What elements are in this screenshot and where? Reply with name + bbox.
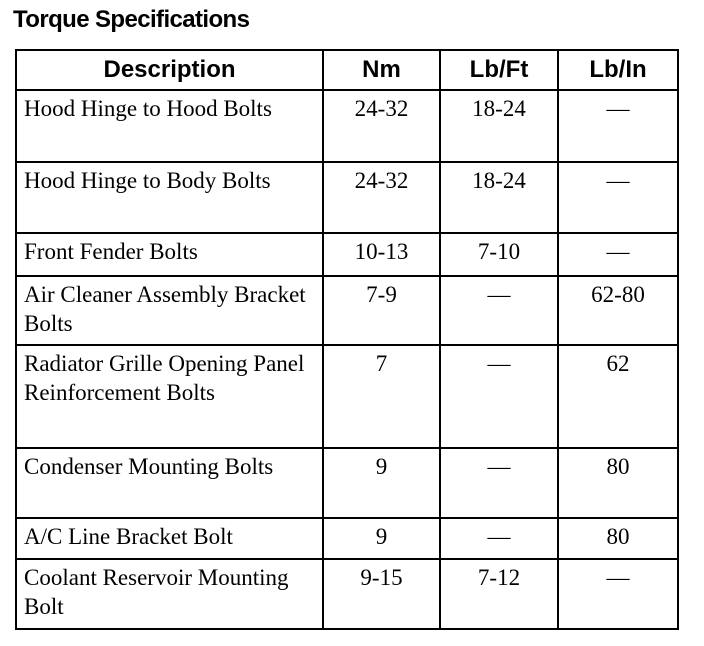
column-header-lbft: Lb/Ft bbox=[440, 50, 558, 90]
description-cell: Radiator Grille Opening Panel Reinforcement Bolts bbox=[16, 345, 323, 448]
table-row bbox=[16, 345, 678, 448]
lbft-cell: — bbox=[440, 345, 558, 448]
nm-cell: 24-32 bbox=[323, 90, 440, 162]
description-cell: Hood Hinge to Body Bolts bbox=[16, 162, 323, 233]
lbft-cell: 18-24 bbox=[440, 162, 558, 233]
column-header-lbin: Lb/In bbox=[558, 50, 678, 90]
lbft-cell: 7-10 bbox=[440, 233, 558, 276]
nm-cell: 10-13 bbox=[323, 233, 440, 276]
torque-specifications-table bbox=[15, 49, 679, 630]
table-row bbox=[16, 448, 678, 518]
description-cell: Front Fender Bolts bbox=[16, 233, 323, 276]
lbft-cell: — bbox=[440, 276, 558, 345]
table-row bbox=[16, 276, 678, 345]
description-cell: Condenser Mounting Bolts bbox=[16, 448, 323, 518]
lbft-cell: 18-24 bbox=[440, 90, 558, 162]
nm-cell: 9 bbox=[323, 518, 440, 559]
column-header-description: Description bbox=[16, 50, 323, 90]
lbin-cell: 62-80 bbox=[558, 276, 678, 345]
table-row bbox=[16, 90, 678, 162]
description-cell: Air Cleaner Assembly Bracket Bolts bbox=[16, 276, 323, 345]
nm-cell: 9 bbox=[323, 448, 440, 518]
lbft-cell: 7-12 bbox=[440, 559, 558, 629]
table-row bbox=[16, 162, 678, 233]
page-title: Torque Specifications bbox=[13, 6, 250, 33]
lbin-cell: 62 bbox=[558, 345, 678, 448]
lbft-cell: — bbox=[440, 448, 558, 518]
nm-cell: 7-9 bbox=[323, 276, 440, 345]
table-row bbox=[16, 233, 678, 276]
column-header-nm: Nm bbox=[323, 50, 440, 90]
lbin-cell: 80 bbox=[558, 448, 678, 518]
table-header-row bbox=[16, 50, 678, 90]
description-cell: Coolant Reservoir Mounting Bolt bbox=[16, 559, 323, 629]
description-cell: Hood Hinge to Hood Bolts bbox=[16, 90, 323, 162]
nm-cell: 24-32 bbox=[323, 162, 440, 233]
nm-cell: 7 bbox=[323, 345, 440, 448]
lbin-cell: — bbox=[558, 162, 678, 233]
table-row bbox=[16, 559, 678, 629]
table-row bbox=[16, 518, 678, 559]
lbin-cell: 80 bbox=[558, 518, 678, 559]
lbin-cell: — bbox=[558, 233, 678, 276]
description-cell: A/C Line Bracket Bolt bbox=[16, 518, 323, 559]
lbin-cell: — bbox=[558, 90, 678, 162]
nm-cell: 9-15 bbox=[323, 559, 440, 629]
lbin-cell: — bbox=[558, 559, 678, 629]
lbft-cell: — bbox=[440, 518, 558, 559]
